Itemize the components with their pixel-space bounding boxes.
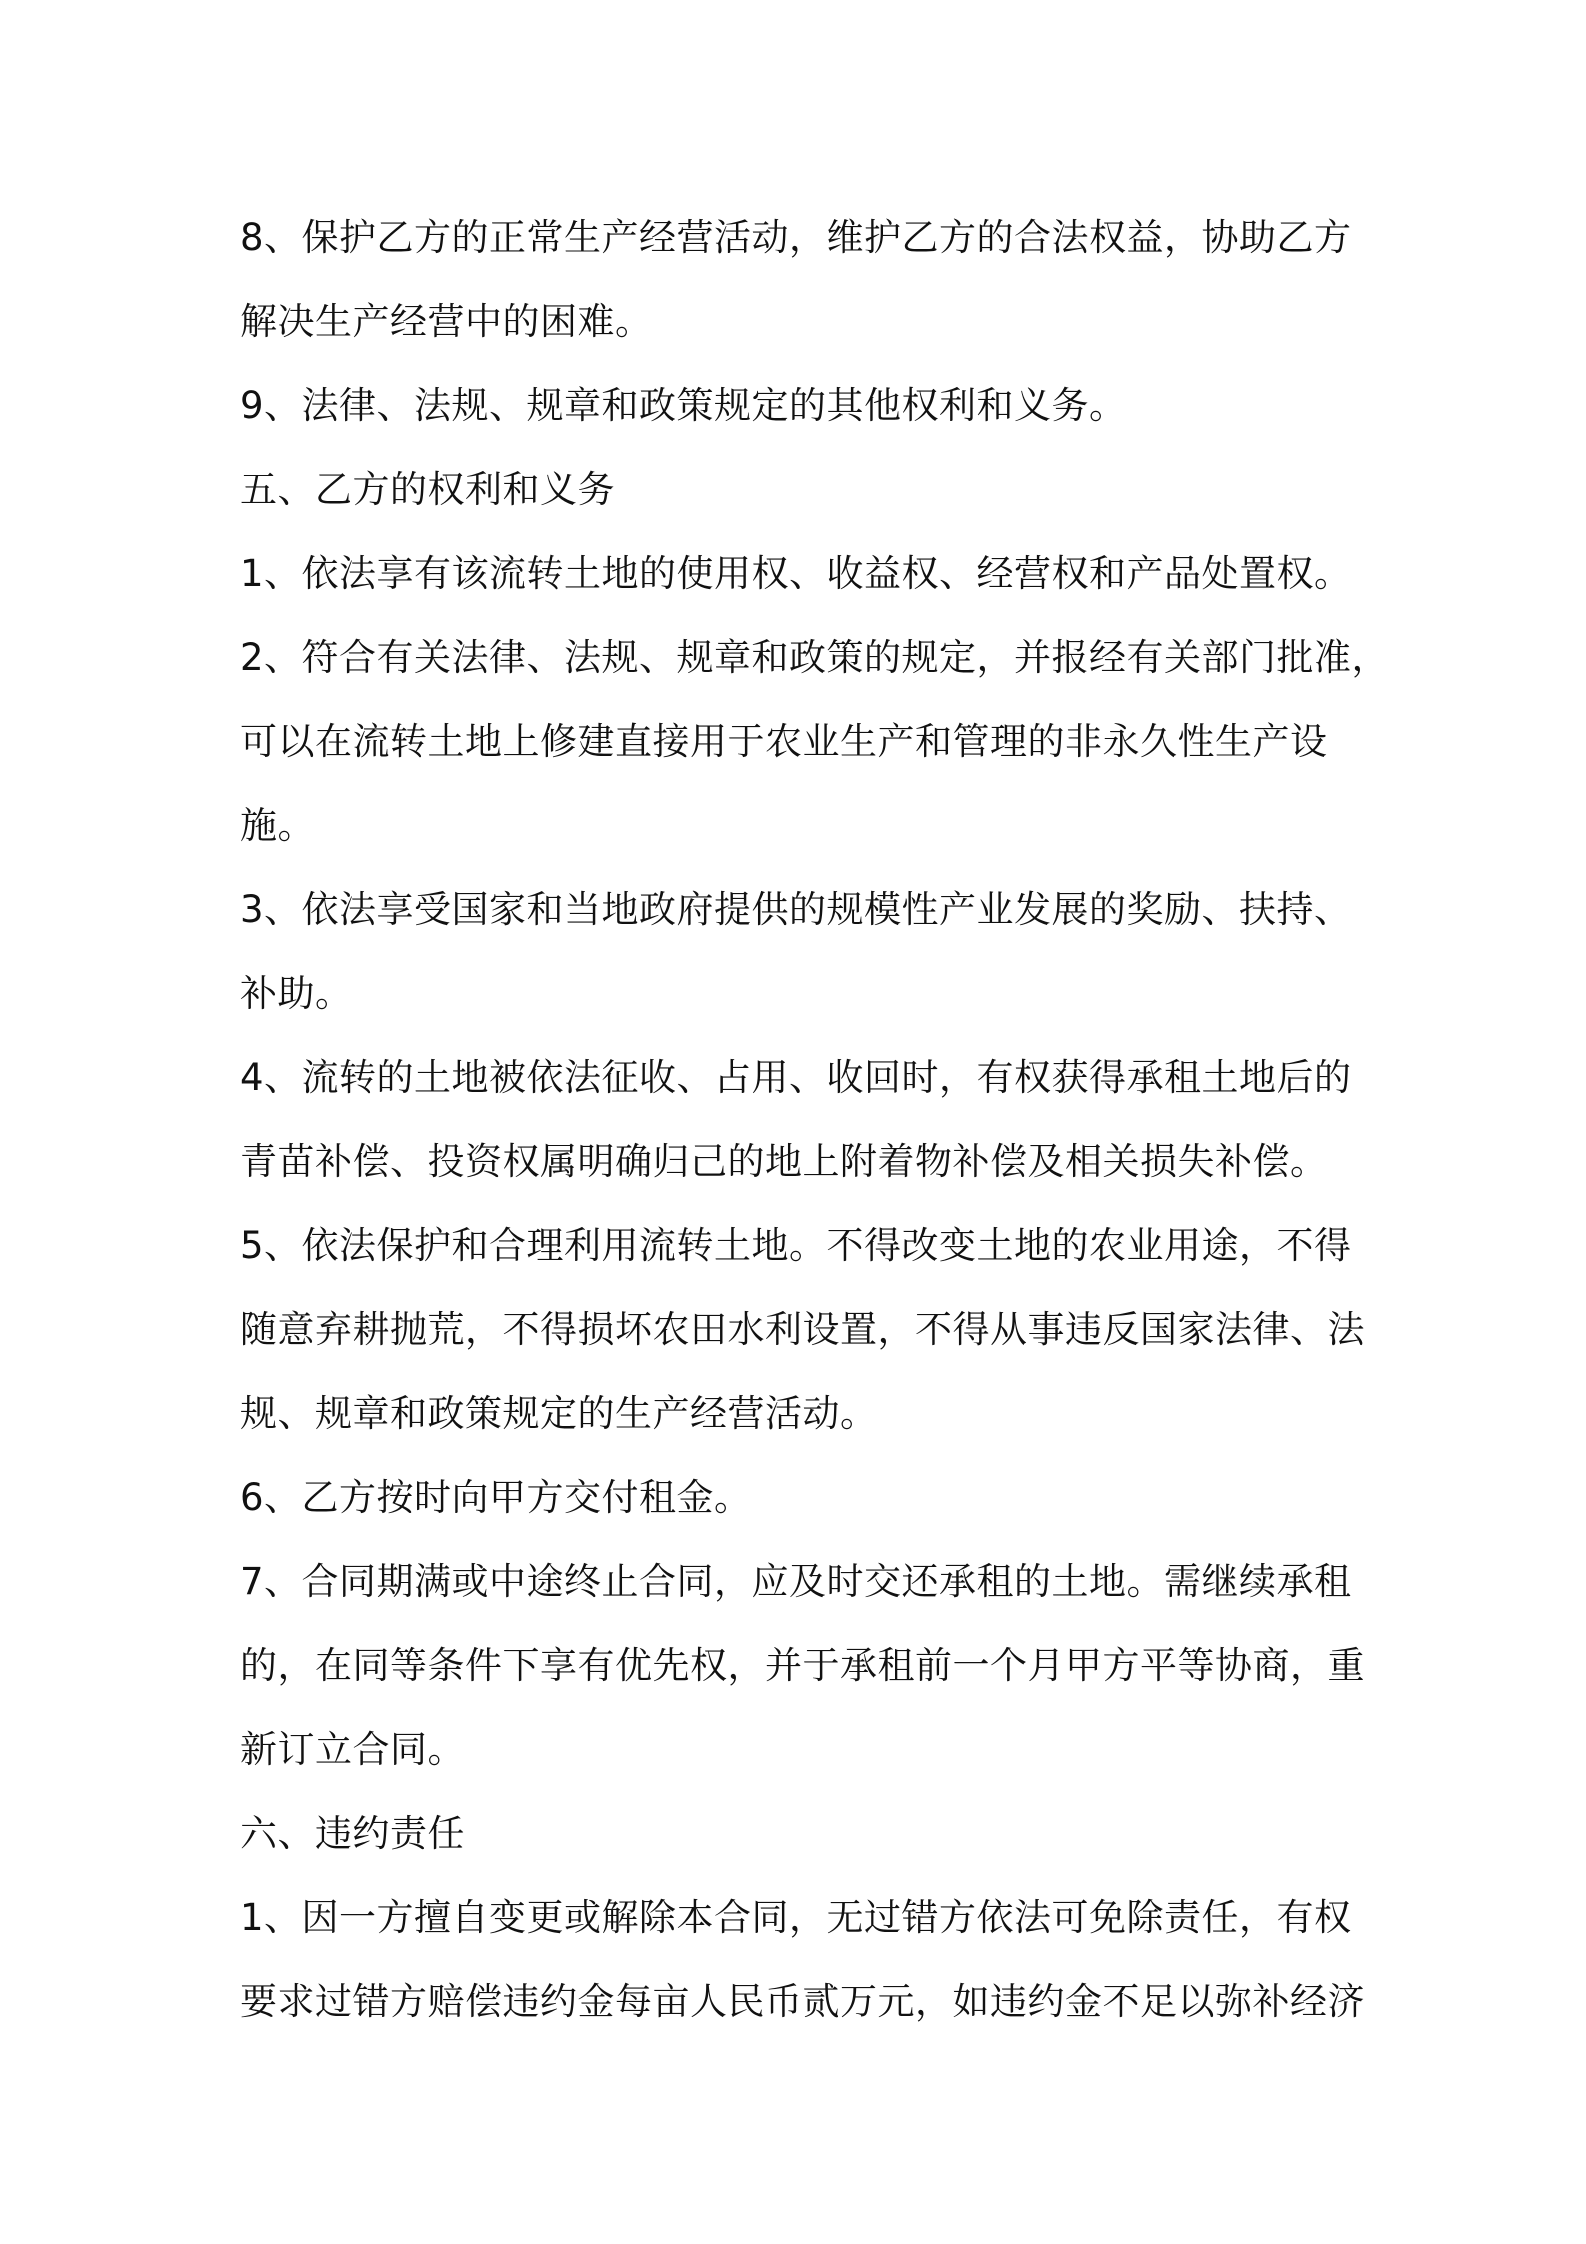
text-line: 5、依法保护和合理利用流转土地。不得改变土地的农业用途，不得 (240, 1224, 1352, 1267)
text-line: 6、乙方按时向甲方交付租金。 (240, 1476, 752, 1519)
text-line: 2、符合有关法律、法规、规章和政策的规定，并报经有关部门批准， (240, 636, 1390, 679)
text-line: 可以在流转土地上修建直接用于农业生产和管理的非永久性生产设 (240, 720, 1328, 763)
text-line: 4、流转的土地被依法征收、占用、收回时，有权获得承租土地后的 (240, 1056, 1352, 1099)
text-line: 3、依法享受国家和当地政府提供的规模性产业发展的奖励、扶持、 (240, 888, 1352, 931)
text-line: 1、因一方擅自变更或解除本合同，无过错方依法可免除责任，有权 (240, 1896, 1352, 1939)
section-heading: 五、乙方的权利和义务 (240, 468, 615, 511)
section-heading: 六、违约责任 (240, 1812, 465, 1855)
text-line: 要求过错方赔偿违约金每亩人民币贰万元，如违约金不足以弥补经济 (240, 1980, 1365, 2023)
text-line: 规、规章和政策规定的生产经营活动。 (240, 1392, 878, 1435)
text-line: 施。 (240, 804, 315, 847)
text-line: 1、依法享有该流转土地的使用权、收益权、经营权和产品处置权。 (240, 552, 1352, 595)
text-line: 青苗补偿、投资权属明确归己的地上附着物补偿及相关损失补偿。 (240, 1140, 1328, 1183)
contract-text-body (240, 196, 1390, 2044)
text-line: 补助。 (240, 972, 353, 1015)
text-line: 的，在同等条件下享有优先权，并于承租前一个月甲方平等协商，重 (240, 1644, 1365, 1687)
text-line: 解决生产经营中的困难。 (240, 300, 653, 343)
text-line: 7、合同期满或中途终止合同，应及时交还承租的土地。需继续承租 (240, 1560, 1352, 1603)
text-line: 新订立合同。 (240, 1728, 465, 1771)
text-line: 9、法律、法规、规章和政策规定的其他权利和义务。 (240, 384, 1127, 427)
text-line: 随意弃耕抛荒，不得损坏农田水利设置，不得从事违反国家法律、法 (240, 1308, 1365, 1351)
text-line: 8、保护乙方的正常生产经营活动，维护乙方的合法权益，协助乙方 (240, 216, 1352, 259)
